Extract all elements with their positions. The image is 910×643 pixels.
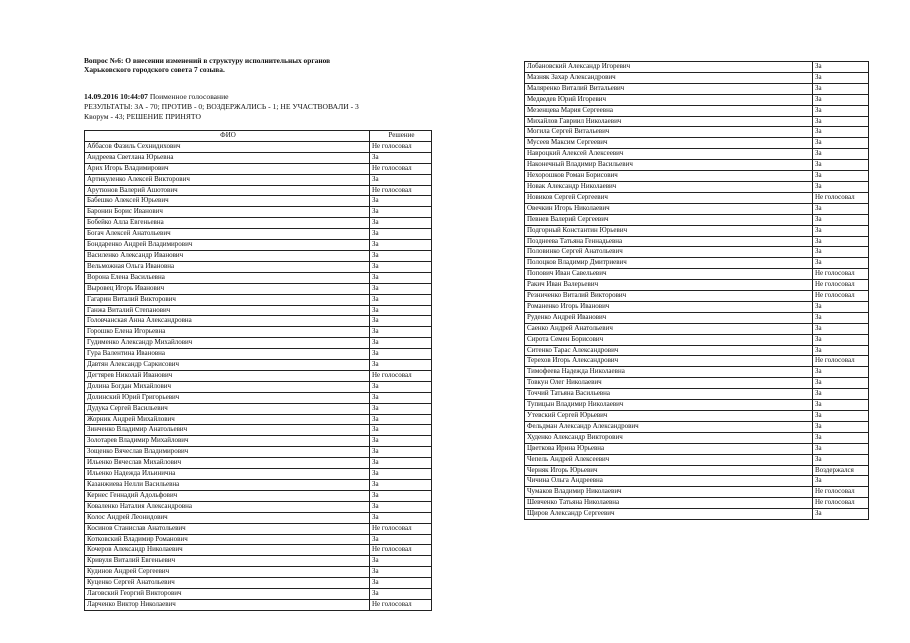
deputy-vote: За <box>813 443 869 454</box>
table-row <box>85 414 432 425</box>
deputy-vote: За <box>813 258 869 269</box>
deputy-name: Дегтярев Николай Иванович <box>85 370 370 381</box>
vote-quorum: Кворум - 43; РЕШЕНИЕ ПРИНЯТО <box>84 112 201 121</box>
deputy-vote: За <box>370 381 432 392</box>
table-row <box>85 196 432 207</box>
deputy-vote: За <box>370 480 432 491</box>
deputy-vote: За <box>813 247 869 258</box>
table-row <box>85 403 432 414</box>
deputy-vote: За <box>813 345 869 356</box>
deputy-vote: За <box>813 367 869 378</box>
deputy-name: Точчий Татьяна Васильевна <box>525 389 813 400</box>
table-row <box>525 62 869 73</box>
table-row <box>85 152 432 163</box>
deputy-name: Казанжиева Нелли Васильевна <box>85 480 370 491</box>
table-row <box>85 283 432 294</box>
table-row <box>85 425 432 436</box>
deputy-vote: За <box>370 403 432 414</box>
deputy-vote: За <box>813 432 869 443</box>
table-row <box>85 469 432 480</box>
deputy-name: Цветкова Ирина Юрьевна <box>525 443 813 454</box>
table-row <box>85 218 432 229</box>
table-row <box>85 141 432 152</box>
deputy-vote: За <box>813 83 869 94</box>
vote-type: Поименное голосование <box>149 92 229 101</box>
table-row <box>85 589 432 600</box>
deputy-vote: За <box>370 512 432 523</box>
deputy-vote: За <box>370 338 432 349</box>
deputy-vote: За <box>370 240 432 251</box>
table-row <box>525 247 869 258</box>
deputy-name: Товкун Олег Николаевич <box>525 378 813 389</box>
deputy-name: Мусеев Максим Сергеевич <box>525 138 813 149</box>
deputy-name: Шевченко Татьяна Николаевна <box>525 498 813 509</box>
deputy-vote: Не голосовал <box>813 269 869 280</box>
deputy-name: Руденко Андрей Иванович <box>525 312 813 323</box>
table-row <box>85 480 432 491</box>
deputy-name: Саенко Андрей Анатольевич <box>525 323 813 334</box>
table-row <box>525 312 869 323</box>
vote-datetime-line <box>84 92 434 102</box>
deputy-name: Тупицын Владимир Николаевич <box>525 400 813 411</box>
table-row <box>85 381 432 392</box>
deputy-name: Выровец Игорь Иванович <box>85 283 370 294</box>
vote-timestamp: 14.09.2016 10:44:07 <box>84 92 148 101</box>
deputy-name: Ворона Елена Васильевна <box>85 272 370 283</box>
table-row <box>525 160 869 171</box>
table-row <box>85 316 432 327</box>
deputy-vote: За <box>370 425 432 436</box>
deputy-name: Новиков Сергей Сергеевич <box>525 192 813 203</box>
table-row <box>85 436 432 447</box>
deputy-vote: За <box>813 94 869 105</box>
deputy-vote: Воздержался <box>813 465 869 476</box>
table-row <box>525 509 869 520</box>
deputy-vote: За <box>813 116 869 127</box>
vote-results: РЕЗУЛЬТАТЫ: ЗА - 70; ПРОТИВ - 0; ВОЗДЕРЖАЛИСЬ - 1; НЕ УЧАСТВОВАЛИ - 3 <box>84 102 359 111</box>
deputy-name: Бондаренко Андрей Владимирович <box>85 240 370 251</box>
column-header-vote: Решение <box>370 131 432 142</box>
deputy-vote: За <box>370 261 432 272</box>
table-row <box>85 185 432 196</box>
deputy-vote: Не голосовал <box>813 356 869 367</box>
deputy-name: Колос Андрей Леонидович <box>85 512 370 523</box>
deputy-vote: За <box>370 152 432 163</box>
table-row <box>525 203 869 214</box>
votes-table-left-body <box>85 141 432 610</box>
deputy-vote: За <box>370 567 432 578</box>
deputy-name: Подгорный Константин Юрьевич <box>525 225 813 236</box>
deputy-vote: За <box>813 421 869 432</box>
table-row <box>525 171 869 182</box>
table-row <box>85 272 432 283</box>
table-row <box>85 240 432 251</box>
deputy-name: Лаговский Георгий Викторович <box>85 589 370 600</box>
deputy-vote: За <box>813 236 869 247</box>
deputy-name: Могила Сергей Витальевич <box>525 127 813 138</box>
table-row <box>85 512 432 523</box>
deputy-name: Ганжа Виталий Степанович <box>85 305 370 316</box>
deputy-name: Михайлов Гавриил Николаевич <box>525 116 813 127</box>
deputy-vote: За <box>370 534 432 545</box>
table-row <box>85 545 432 556</box>
table-row <box>85 174 432 185</box>
deputy-vote: Не голосовал <box>370 185 432 196</box>
deputy-vote: Не голосовал <box>813 498 869 509</box>
deputy-vote: Не голосовал <box>813 291 869 302</box>
table-row <box>85 250 432 261</box>
deputy-name: Терехов Игорь Александрович <box>525 356 813 367</box>
table-row <box>85 294 432 305</box>
deputy-name: Косинов Станислав Анатольевич <box>85 523 370 534</box>
table-row <box>525 214 869 225</box>
deputy-name: Чепель Андрей Алексеевич <box>525 454 813 465</box>
table-row <box>85 261 432 272</box>
votes-table-right-body <box>525 62 869 520</box>
deputy-name: Богач Алексей Анатольевич <box>85 229 370 240</box>
deputy-name: Гагарин Виталий Викторович <box>85 294 370 305</box>
deputy-name: Зощенко Вячеслав Владимирович <box>85 447 370 458</box>
deputy-name: Полоцков Владимир Дмитриевич <box>525 258 813 269</box>
deputy-name: Кернес Геннадий Адольфович <box>85 490 370 501</box>
deputy-vote: За <box>370 272 432 283</box>
deputy-name: Певнев Валерий Сергеевич <box>525 214 813 225</box>
deputy-vote: За <box>370 490 432 501</box>
deputy-name: Тимофеева Надежда Николаевна <box>525 367 813 378</box>
table-row <box>525 411 869 422</box>
deputy-name: Арих Игорь Владимирович <box>85 163 370 174</box>
table-row <box>85 163 432 174</box>
table-row <box>525 356 869 367</box>
deputy-vote: За <box>370 229 432 240</box>
deputy-vote: За <box>813 171 869 182</box>
table-row <box>525 83 869 94</box>
table-row <box>525 291 869 302</box>
deputy-name: Бабешко Алексей Юрьевич <box>85 196 370 207</box>
deputy-name: Утевский Сергей Юрьевич <box>525 411 813 422</box>
table-row <box>525 432 869 443</box>
table-row <box>85 349 432 360</box>
table-row <box>525 323 869 334</box>
deputy-vote: За <box>370 349 432 360</box>
table-row <box>525 400 869 411</box>
deputy-vote: За <box>370 447 432 458</box>
deputy-vote: За <box>370 414 432 425</box>
question-title-line2: Харьковского городского совета 7 созыва. <box>84 65 225 74</box>
table-row <box>85 599 432 610</box>
deputy-vote: За <box>370 392 432 403</box>
deputy-vote: За <box>813 181 869 192</box>
table-row <box>85 360 432 371</box>
deputy-vote: За <box>370 327 432 338</box>
deputy-name: Бобейко Алла Евгеньевна <box>85 218 370 229</box>
deputy-name: Ильенко Надежда Ильинична <box>85 469 370 480</box>
deputy-vote: За <box>813 509 869 520</box>
deputy-vote: За <box>813 203 869 214</box>
table-row <box>85 567 432 578</box>
deputy-vote: Не голосовал <box>370 523 432 534</box>
deputy-vote: Не голосовал <box>813 280 869 291</box>
deputy-name: Резниченко Виталий Викторович <box>525 291 813 302</box>
deputy-name: Новак Александр Николаевич <box>525 181 813 192</box>
deputy-name: Половинко Сергей Анатольевич <box>525 247 813 258</box>
deputy-name: Медведев Юрий Игоревич <box>525 94 813 105</box>
table-row <box>525 181 869 192</box>
deputy-name: Чичина Ольга Андреевна <box>525 476 813 487</box>
votes-table-left <box>84 130 432 611</box>
deputy-vote: За <box>813 323 869 334</box>
deputy-vote: За <box>370 589 432 600</box>
table-row <box>85 458 432 469</box>
deputy-name: Кудинов Андрей Сергеевич <box>85 567 370 578</box>
deputy-vote: За <box>813 389 869 400</box>
deputy-vote: За <box>813 138 869 149</box>
deputy-name: Арутюнов Валерий Ашотович <box>85 185 370 196</box>
deputy-vote: За <box>370 578 432 589</box>
deputy-name: Горошко Елена Игорьевна <box>85 327 370 338</box>
table-row <box>525 225 869 236</box>
deputy-name: Коваленко Наталия Александровна <box>85 501 370 512</box>
deputy-name: Золотарев Владимир Михайлович <box>85 436 370 447</box>
deputy-name: Позднеева Татьяна Геннадьевна <box>525 236 813 247</box>
deputy-name: Артикуленко Алексей Викторович <box>85 174 370 185</box>
table-row <box>525 454 869 465</box>
table-row <box>525 72 869 83</box>
deputy-vote: За <box>370 294 432 305</box>
deputy-vote: За <box>813 160 869 171</box>
table-row <box>525 389 869 400</box>
table-row <box>525 367 869 378</box>
vote-summary <box>84 92 434 122</box>
deputy-name: Попович Иван Савельевич <box>525 269 813 280</box>
deputy-name: Зинченко Владимир Анатольевич <box>85 425 370 436</box>
table-row <box>525 443 869 454</box>
deputy-name: Головчанская Анна Александровна <box>85 316 370 327</box>
deputy-vote: За <box>370 207 432 218</box>
table-row <box>525 127 869 138</box>
deputy-name: Нехорошков Роман Борисович <box>525 171 813 182</box>
table-row <box>525 487 869 498</box>
deputy-name: Чумаков Владимир Николаевич <box>525 487 813 498</box>
deputy-name: Долина Богдан Михайлович <box>85 381 370 392</box>
votes-table-right <box>524 61 869 520</box>
column-header-name: ФИО <box>85 131 370 142</box>
deputy-name: Андреева Светлана Юрьевна <box>85 152 370 163</box>
deputy-vote: За <box>813 214 869 225</box>
deputy-name: Баронин Борис Иванович <box>85 207 370 218</box>
table-row <box>525 498 869 509</box>
deputy-vote: За <box>370 316 432 327</box>
deputy-vote: Не голосовал <box>813 487 869 498</box>
table-row <box>525 345 869 356</box>
table-row <box>525 476 869 487</box>
deputy-vote: За <box>813 378 869 389</box>
deputy-vote: За <box>813 476 869 487</box>
deputy-vote: За <box>813 312 869 323</box>
deputy-vote: За <box>370 218 432 229</box>
deputy-vote: За <box>813 105 869 116</box>
deputy-name: Дудука Сергей Васильевич <box>85 403 370 414</box>
deputy-vote: Не голосовал <box>370 599 432 610</box>
deputy-name: Овечкин Игорь Николаевич <box>525 203 813 214</box>
deputy-vote: За <box>370 469 432 480</box>
deputy-name: Долинский Юрий Григорьевич <box>85 392 370 403</box>
table-row <box>525 192 869 203</box>
deputy-vote: За <box>813 400 869 411</box>
deputy-vote: За <box>370 174 432 185</box>
deputy-vote: За <box>370 196 432 207</box>
table-row <box>525 280 869 291</box>
table-row <box>525 421 869 432</box>
table-row <box>85 392 432 403</box>
deputy-vote: За <box>813 225 869 236</box>
table-row <box>525 116 869 127</box>
deputy-vote: За <box>370 556 432 567</box>
deputy-vote: За <box>370 436 432 447</box>
table-row <box>525 258 869 269</box>
deputy-name: Аббасов Фазиль Сехнидихович <box>85 141 370 152</box>
table-row <box>85 534 432 545</box>
deputy-vote: За <box>370 360 432 371</box>
deputy-vote: За <box>813 454 869 465</box>
table-row <box>85 501 432 512</box>
deputy-vote: За <box>813 334 869 345</box>
deputy-name: Ситенко Тарас Александрович <box>525 345 813 356</box>
deputy-vote: За <box>370 250 432 261</box>
table-row <box>525 105 869 116</box>
deputy-name: Маляренко Виталий Витальевич <box>525 83 813 94</box>
deputy-name: Ларченко Виктор Николаевич <box>85 599 370 610</box>
deputy-vote: За <box>370 283 432 294</box>
table-row <box>85 578 432 589</box>
deputy-name: Худенко Александр Викторович <box>525 432 813 443</box>
table-row <box>525 378 869 389</box>
table-row <box>85 207 432 218</box>
deputy-name: Гура Валентина Ивановна <box>85 349 370 360</box>
deputy-name: Фельдман Александр Александрович <box>525 421 813 432</box>
deputy-vote: Не голосовал <box>370 141 432 152</box>
deputy-name: Куценко Сергей Анатольевич <box>85 578 370 589</box>
deputy-name: Василенко Александр Иванович <box>85 250 370 261</box>
deputy-name: Давтян Александр Саркисович <box>85 360 370 371</box>
deputy-name: Кривуля Виталий Евгеньевич <box>85 556 370 567</box>
deputy-vote: За <box>813 411 869 422</box>
deputy-vote: Не голосовал <box>370 370 432 381</box>
deputy-name: Наконечный Владимир Васильевич <box>525 160 813 171</box>
deputy-vote: За <box>813 301 869 312</box>
deputy-name: Черняк Игорь Юрьевич <box>525 465 813 476</box>
table-row <box>85 229 432 240</box>
table-row <box>525 138 869 149</box>
deputy-name: Ракич Иван Валерьевич <box>525 280 813 291</box>
deputy-name: Сирота Семен Борисович <box>525 334 813 345</box>
deputy-vote: Не голосовал <box>370 163 432 174</box>
deputy-name: Ильенко Вячеслав Михайлович <box>85 458 370 469</box>
deputy-vote: За <box>813 72 869 83</box>
deputy-vote: За <box>813 149 869 160</box>
table-row <box>525 269 869 280</box>
question-title-line1: Вопрос №6: О внесении изменений в структуру исполнительных органов <box>84 56 331 65</box>
deputy-vote: За <box>370 501 432 512</box>
table-row <box>525 465 869 476</box>
table-row <box>85 523 432 534</box>
deputy-name: Вельможная Ольга Ивановна <box>85 261 370 272</box>
deputy-vote: Не голосовал <box>813 192 869 203</box>
table-row <box>85 327 432 338</box>
deputy-vote: За <box>370 305 432 316</box>
table-header-row <box>85 131 432 142</box>
deputy-vote: Не голосовал <box>370 545 432 556</box>
deputy-name: Романенко Игорь Иванович <box>525 301 813 312</box>
deputy-vote: За <box>370 458 432 469</box>
table-row <box>525 236 869 247</box>
table-row <box>85 338 432 349</box>
deputy-name: Гудименко Александр Михайлович <box>85 338 370 349</box>
deputy-name: Жорник Андрей Михайлович <box>85 414 370 425</box>
deputy-name: Кочеров Александр Николаевич <box>85 545 370 556</box>
table-row <box>85 305 432 316</box>
table-row <box>85 556 432 567</box>
table-row <box>525 334 869 345</box>
table-row <box>525 149 869 160</box>
deputy-name: Мезенцева Мария Сергеевна <box>525 105 813 116</box>
deputy-name: Щиров Александр Сергеевич <box>525 509 813 520</box>
question-heading <box>84 56 434 74</box>
table-row <box>85 370 432 381</box>
deputy-name: Котковский Владимир Романович <box>85 534 370 545</box>
deputy-vote: За <box>813 62 869 73</box>
deputy-name: Навроцкий Алексей Алексеевич <box>525 149 813 160</box>
deputy-name: Мазняк Захар Александрович <box>525 72 813 83</box>
table-row <box>525 301 869 312</box>
table-row <box>525 94 869 105</box>
table-row <box>85 490 432 501</box>
deputy-name: Лобановский Александр Игоревич <box>525 62 813 73</box>
table-row <box>85 447 432 458</box>
deputy-vote: За <box>813 127 869 138</box>
